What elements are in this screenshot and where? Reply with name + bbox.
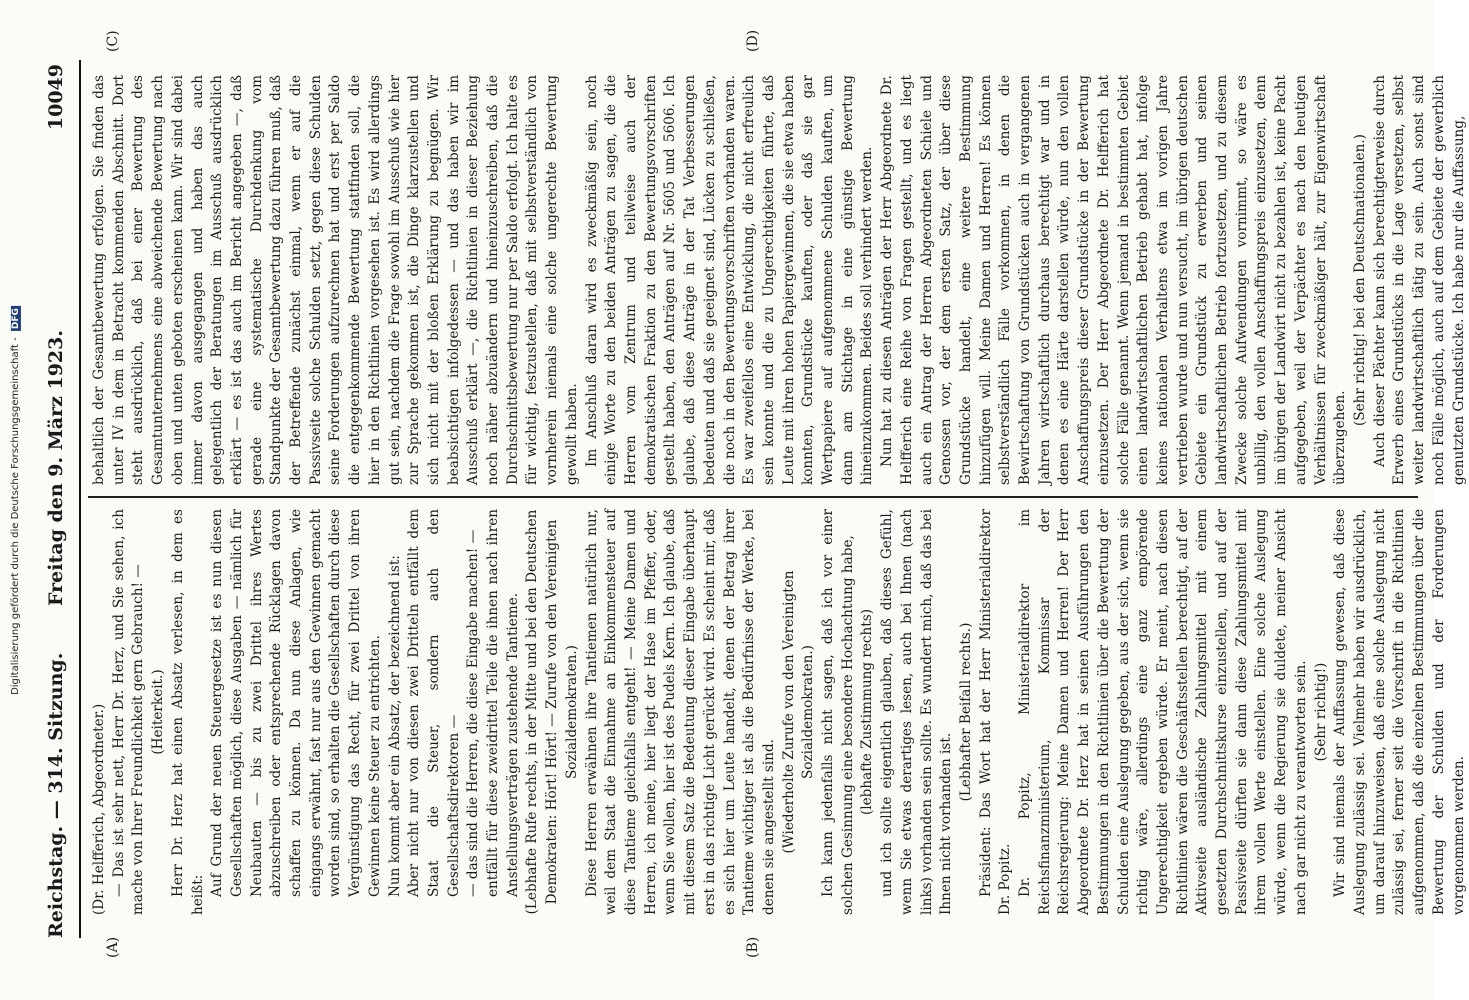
paragraph: (Dr. Helfferich, Abgeordneter.) <box>91 703 107 915</box>
paragraph: Auf Grund der neuen Steuergesetze ist es nun diesen Gesellschaften möglich, diese Ausgaben — nämlich für Neubauten — bis zu zwei Drittel ihres Wertes abzuschreiben oder entsprechende Rücklagen davon schaffen zu können. Da nun diese Anlagen, wie eingangs erwähnt, fast nur aus den Gewinnen gemacht worden sind, so erhalten die Gesellschaften durch diese Vergünstigung das Recht, für zwei Drittel von ihren Gewinnen keine Steuer zu entrichten. <box>209 509 383 897</box>
paragraph: und ich sollte eigentlich glauben, daß dieses Gefühl, wenn Sie etwas derartiges lesen, auch bei Ihnen (nach links) vorhanden sein sollte. Es wundert mich, daß das bei Ihnen nicht vorhanden ist. <box>879 509 955 915</box>
margin-letter-a: (A) <box>105 936 121 958</box>
paragraph: Aber nicht nur von diesen zwei Dritteln entfällt dem Staat die Steuer, sondern auch den Gesellschaftsdirektoren — <box>406 509 462 897</box>
paragraph: entfällt für diese zweidrittel Teile die ihnen nach ihren Anstellungsverträgen zustehende Tantieme. <box>485 509 521 897</box>
paragraph: Diese Herren erwähnen ihre Tantiemen natürlich nur, weil dem Staat die Einnahme an Einkommensteuer auf diese Tantieme gleichfalls entgeht! — Meine Damen und Herren, ich meine, hier liegt der Hase im Pfeffer, oder, wenn Sie wollen, hier ist des Pudels Kern. Ich glaube, daß mit diesem Satz die Bedeutung dieser Eingabe überhaupt erst in das richtige Licht gerückt wird. Es scheint mir, daß es sich hier um Leute handelt, denen der Betrag ihrer Tantieme wichtiger ist als die Bedürfnisse der Werke, bei denen sie angestellt sind. <box>583 509 777 915</box>
paragraph: Präsident: Das Wort hat der Herr Ministerialdirektor Dr. Popitz. <box>977 509 1014 915</box>
paragraph: — das sind die Herren, die diese Eingabe machen! — <box>465 529 482 897</box>
margin-letter-d: (D) <box>745 29 761 52</box>
paragraph: (Heiterkeit.) <box>150 669 167 755</box>
paragraph: (Lebhafte Rufe rechts, in der Mitte und bei den Deutschen Demokraten: Hört! Hört! — Zurufe von den Vereinigten Sozialdemokraten.) <box>524 509 580 915</box>
column-divider <box>88 496 1418 498</box>
digitization-credit <box>0 0 30 1000</box>
page-number: 10049 <box>45 64 67 131</box>
paragraph: behaltlich der Gesamtbewertung erfolgen. Sie finden das unter IV in dem in Betracht kommenden Abschnitt. Dort steht ausdrücklich, daß bei einer Bewertung des Gesamtunternehmens eine abweichende Bewertung nach oben und unten geboten erscheinen kann. Wir sind dabei immer davon ausgegangen und haben das auch gelegentlich der Beratungen im Ausschuß ausdrücklich erklärt — es ist das auch im Bericht angegeben —, daß gerade eine systematische Durchdenkung vom Standpunkte der Gesamtbewertung dazu führen muß, daß der Betreffende zunächst einmal, wenn er auf die Passivseite solche Schulden setzt, gegen diese Schulden seine Forderungen aufzurechnen hat und erst per Saldo die entgegenkommende Bewertung stattfinden soll, die hier in den Richtlinien vorgesehen ist. Es wird allerdings gut sein, nachdem die Frage sowohl im Ausschuß wie hier zur Sprache gekommen ist, die Dinge klarzustellen und sich nicht mit der bloßen Erklärung zu begnügen. Wir beabsichtigen infolgedessen — und das haben wir im Ausschuß erklärt —, die Richtlinien in dieser Beziehung noch näher abzuändern und hineinzuschreiben, daß die Durchschnittsbewertung nur per Saldo erfolgt. Ich halte es für wichtig, festzustellen, daß mit selbstverständlich von vornherein niemals eine solche ungerechte Bewertung gewollt haben. <box>91 75 580 485</box>
paragraph: (lebhafte Zustimmung rechts) <box>859 608 876 816</box>
paragraph: (Sehr richtig!) <box>1312 662 1329 762</box>
paragraph: (Lebhafter Beifall rechts.) <box>957 622 974 802</box>
paragraph: Nun hat zu diesen Anträgen der Herr Abgeordnete Dr. Helfferich eine Reihe von Fragen gestellt, und es liegt auch ein Antrag der Herren Abgeordneten Schiele und Genossen vor, der dem ersten Satz, der über diese Grundstücke handelt, eine weitere Bestimmung hinzufügen will. Meine Damen und Herren! Es können selbstverständlich Fälle vorkommen, in denen die Bewirtschaftung von Grundstücken auch in vergangenen Jahren wirtschaftlich durchaus berechtigt war und in denen es eine Härte darstellen würde, nun den vollen Anschaffungspreis dieser Grundstücke in der Bewertung einzusetzen. Der Herr Abgeordnete Dr. Helfferich hat solche Fälle genannt. Wenn jemand in bestimmten Gebiet einen landwirtschaftlichen Betrieb gehabt hat, infolge keines nationalen Verhaltens etwa im vorigen Jahre vertrieben wurde und nun versucht, im übrigen deutschen Gebiete ein Grundstück zu erwerben und seinen landwirtschaftlichen Betrieb fortzusetzen, und zu diesem Zwecke solche Aufwendungen vornimmt, so wäre es unbillig, den vollen Anschaffungspreis einzusetzen, denn im übrigen der Landwirt nicht zu bezahlen ist, keine Pacht aufgegeben, weil der Verpächter es nach den heutigen Verhältnissen für zweckmäßiger hält, zur Eigenwirtschaft überzugehen. <box>879 75 1349 485</box>
right-text-column <box>90 75 1467 485</box>
left-text-column <box>90 509 1467 915</box>
paragraph: (Wiederholte Zurufe von den Vereinigten Sozialdemokraten.) <box>780 570 817 854</box>
header-session: Reichstag. — 314. Sitzung. <box>45 652 67 938</box>
margin-letter-c: (C) <box>105 30 121 52</box>
paragraph: Herr Dr. Herz hat einen Absatz verlesen, in dem es heißt: <box>169 509 206 915</box>
paragraph: Wir sind niemals der Auffassung gewesen, daß diese Auslegung zulässig sei. Vielmehr haben wir ausdrücklich, um darauf hinzuweisen, daß eine solche Auslegung nicht zulässig sei, ferner seit die Vorschrift in die Richtlinien aufgenommen, daß die einzelnen Bestimmungen über die Bewertung der Schulden und der Forderungen vorgenommen werden. <box>1332 509 1467 915</box>
dfg-logo: DFG <box>10 307 21 329</box>
page-header <box>35 60 81 938</box>
paragraph: (Sehr richtig! bei den Deutschnationalen.) <box>1352 134 1368 426</box>
credit-text: Digitalisierung gefördert durch die Deutsche Forschungsgemeinschaft - <box>9 336 21 695</box>
paragraph: Auch dieser Pächter kann sich berechtigterweise durch Erwerb eines Grundstücks in die Lage versetzen, selbst weiter landwirtschaftlich tätig zu sein. Auch sonst sind noch Fälle möglich, auch auf dem Gebiete der gewerblich genutzten Grundstücke. Ich habe nur die Auffassung, <box>1371 75 1467 485</box>
header-date: Freitag den 9. März 1923. <box>45 330 67 606</box>
paragraph: Nun kommt aber ein Absatz, der bezeichnend ist: <box>386 555 403 897</box>
paragraph: Dr. Popitz, Ministerialdirektor im Reichsfinanzministerium, Kommissar der Reichsregierung: Meine Damen und Herren! Der Herr Abgeordnete Dr. Herz hat in seinen Ausführungen den Bestimmungen in den Richtlinien über die Bewertung der Schulden eine Auslegung gegeben, aus der sich, wenn sie richtig wäre, allerdings eine ganz empörende Ungerechtigkeit ergeben würde. Er meint, nach diesen Richtlinien wären die Geschäftsstellen berechtigt, auf der Aktivseite ausländische Zahlungsmittel mit einem gesetzten Durchschnittskurse einzustellen, und auf der Passivseite dürften sie dann diese Zahlungsmittel mit ihrem vollen Werte einstellen. Eine solche Auslegung würde, wenn die Regierung sie duldete, meiner Ansicht nach gar nicht zu verantworten sein. <box>1017 509 1309 915</box>
paragraph: Im Anschluß daran wird es zweckmäßig sein, noch einige Worte zu den beiden Anträgen zu sagen, die die Herren vom Zentrum und teilweise auch der demokratischen Fraktion zu den Bewertungsvorschriften gestellt haben, den Anträgen auf Nr. 5605 und 5606. Ich glaube, daß diese Anträge in der Tat Verbesserungen bedeuten und daß sie geeignet sind, Lücken zu schließen, die noch in den Bewertungsvorschriften vorhanden waren. Es war zweifellos eine Entwicklung, die nicht erfreulich sein konnte und die zu Ungerechtigkeiten führte, daß Leute mit ihren hohen Papiergewinnen, die sie etwa haben konnten, Grundstücke kauften, oder daß sie gar Wertpapiere auf aufgenommene Schulden kauften, um dann am Stichtage in eine günstige Bewertung hineinzukommen. Beides soll verhindert werden. <box>583 75 876 485</box>
paragraph: Ich kann jedenfalls nicht sagen, daß ich vor einer solchen Gesinnung eine besondere Hochachtung habe, <box>820 509 856 915</box>
margin-letter-b: (B) <box>745 936 761 958</box>
paragraph: — Das ist sehr nett, Herr Dr. Herz, und Sie sehen, ich mache von Ihrer Freundlichkeit gern Gebrauch! — <box>110 509 147 915</box>
